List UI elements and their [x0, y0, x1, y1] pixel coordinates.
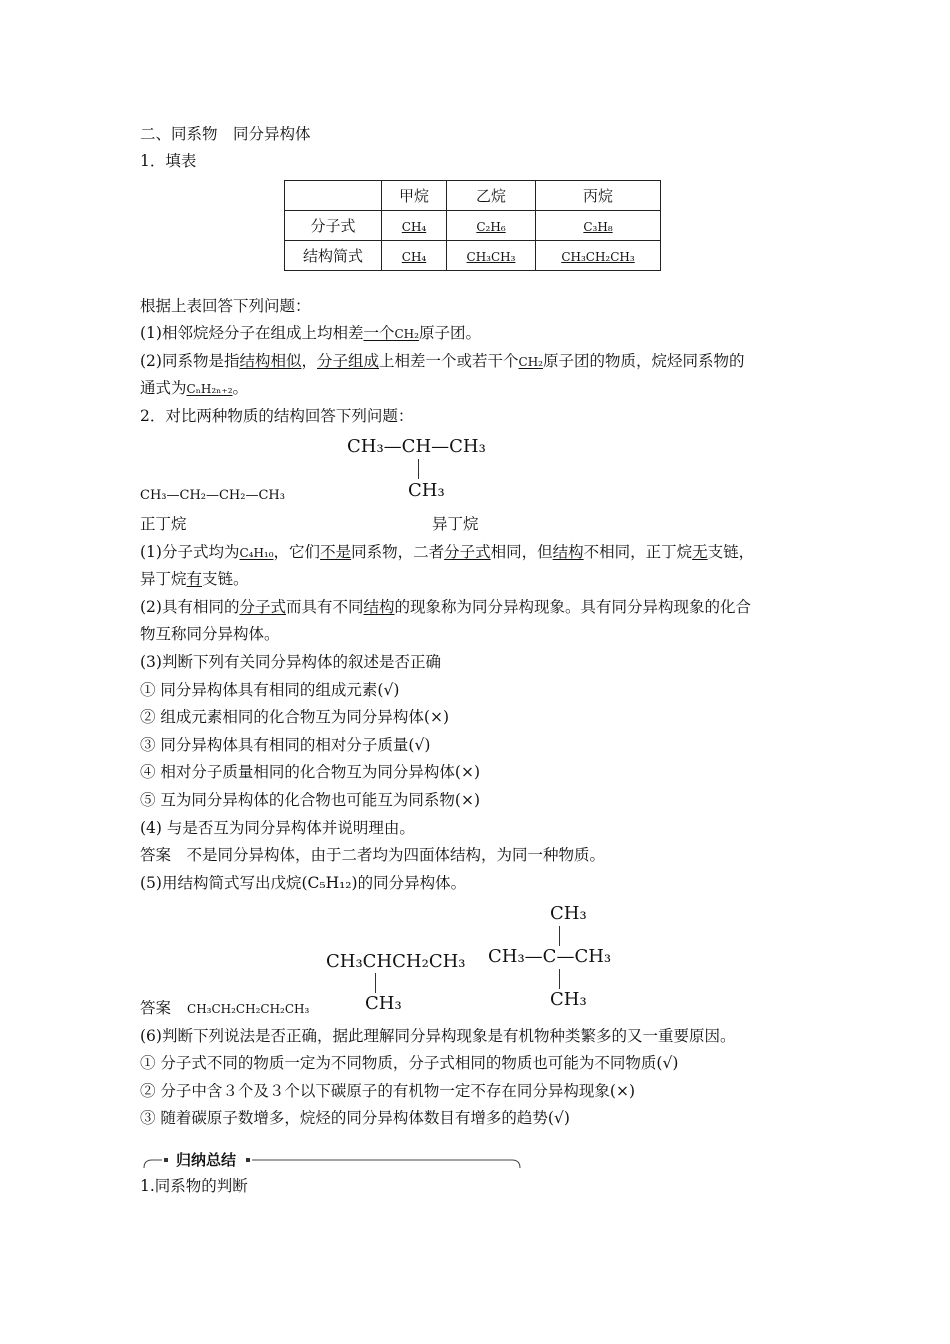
table-header-row [285, 181, 661, 211]
judge2-item-3: ③ 随着碳原子数增多，烷烃的同分异构体数目有增多的趋势(√) [140, 1109, 570, 1127]
paragraph-1: (1)相邻烷烃分子在组成上均相差一个CH₂原子团。 [140, 324, 481, 342]
summary-title: 归纳总结 [176, 1151, 237, 1169]
neopentane-bottom: CH₃ [550, 989, 587, 1010]
fill-table [284, 180, 661, 271]
header-ethane: 乙烷 [447, 181, 536, 211]
summary-item-1: 1.同系物的判断 [140, 1177, 248, 1195]
question-1-title: 1．填表 [140, 152, 197, 170]
question-2-1: (1)分子式均为C₄H₁₀，它们不是同系物，二者分子式相同，但结构不相同，正丁烷无支链， [140, 543, 755, 561]
question-2-2: (2)具有相同的分子式而具有不同结构的现象称为同分异构现象。具有同分异构现象的化合 [140, 598, 752, 616]
propane-structure: CH₃CH₂CH₃ [561, 249, 635, 264]
neopentane-bond-bottom [559, 969, 560, 989]
judge-item-3: ③ 同分异构体具有相同的相对分子质量(√) [140, 736, 431, 754]
answer-4: 答案 不是同分异构体，由于二者均为四面体结构，为同一种物质。 [140, 846, 606, 864]
isobutane-bond [418, 459, 419, 479]
judge-item-1: ① 同分异构体具有相同的组成元素(√) [140, 681, 400, 699]
table-row [285, 241, 661, 271]
n-butane-formula: CH₃—CH₂—CH₂—CH₃ [140, 488, 285, 503]
judge2-item-2: ② 分子中含３个及３个以下碳原子的有机物一定不存在同分异构现象(×) [140, 1082, 636, 1100]
neopentane-top: CH₃ [550, 903, 587, 924]
isobutane-branch: CH₃ [408, 480, 445, 501]
answer-intro: 根据上表回答下列问题： [140, 297, 311, 315]
question-2-title: 2．对比两种物质的结构回答下列问题： [140, 407, 414, 425]
header-methane: 甲烷 [382, 181, 447, 211]
row-label-structural-formula: 结构简式 [285, 241, 382, 271]
neopentane-bond-top [559, 926, 560, 946]
header-propane: 丙烷 [536, 181, 661, 211]
isobutane-name: 异丁烷 [432, 515, 479, 533]
table-row [285, 211, 661, 241]
judge-item-2: ② 组成元素相同的化合物互为同分异构体(×) [140, 708, 450, 726]
question-2-2-cont: 物互称同分异构体。 [140, 625, 280, 643]
question-2-1-cont: 异丁烷有支链。 [140, 570, 249, 588]
isopentane-main: CH₃CHCH₂CH₃ [326, 951, 466, 972]
summary-header [140, 1150, 522, 1170]
section-title: 二、同系物 同分异构体 [140, 125, 311, 143]
propane-formula: C₃H₈ [583, 219, 613, 234]
neopentane-main: CH₃—C—CH₃ [488, 946, 612, 967]
isopentane-bond [375, 973, 376, 993]
judge-item-5: ⑤ 互为同分异构体的化合物也可能互为同系物(×) [140, 791, 481, 809]
judge-item-4: ④ 相对分子质量相同的化合物互为同分异构体(×) [140, 763, 481, 781]
table-corner-cell [285, 181, 382, 211]
methane-formula: CH₄ [401, 219, 427, 234]
row-label-molecular-formula: 分子式 [285, 211, 382, 241]
question-2-3: (3)判断下列有关同分异构体的叙述是否正确 [140, 653, 441, 671]
question-2-6: (6)判断下列说法是否正确，据此理解同分异构现象是有机物种类繁多的又一重要原因。 [140, 1027, 736, 1045]
ethane-formula: C₂H₆ [476, 219, 506, 234]
ethane-structure: CH₃CH₃ [466, 249, 516, 264]
n-pentane-formula: CH₃CH₂CH₂CH₂CH₃ [187, 1002, 310, 1016]
question-2-4: (4) 与是否互为同分异构体并说明理由。 [140, 819, 415, 837]
question-2-5: (5)用结构简式写出戊烷(C₅H₁₂)的同分异构体。 [140, 874, 467, 892]
paragraph-2-cont: 通式为CₙH₂ₙ₊₂。 [140, 379, 249, 397]
judge2-item-1: ① 分子式不同的物质一定为不同物质，分子式相同的物质也可能为不同物质(√) [140, 1054, 679, 1072]
isobutane-main-chain: CH₃—CH—CH₃ [347, 436, 486, 457]
n-butane-name: 正丁烷 [140, 515, 187, 533]
isopentane-branch: CH₃ [365, 993, 402, 1014]
methane-structure: CH₄ [401, 249, 427, 264]
paragraph-2: (2)同系物是指结构相似，分子组成上相差一个或若干个CH₂原子团的物质，烷烃同系物的 [140, 352, 745, 370]
answer-5: 答案 CH₃CH₂CH₂CH₂CH₃ [140, 999, 310, 1017]
